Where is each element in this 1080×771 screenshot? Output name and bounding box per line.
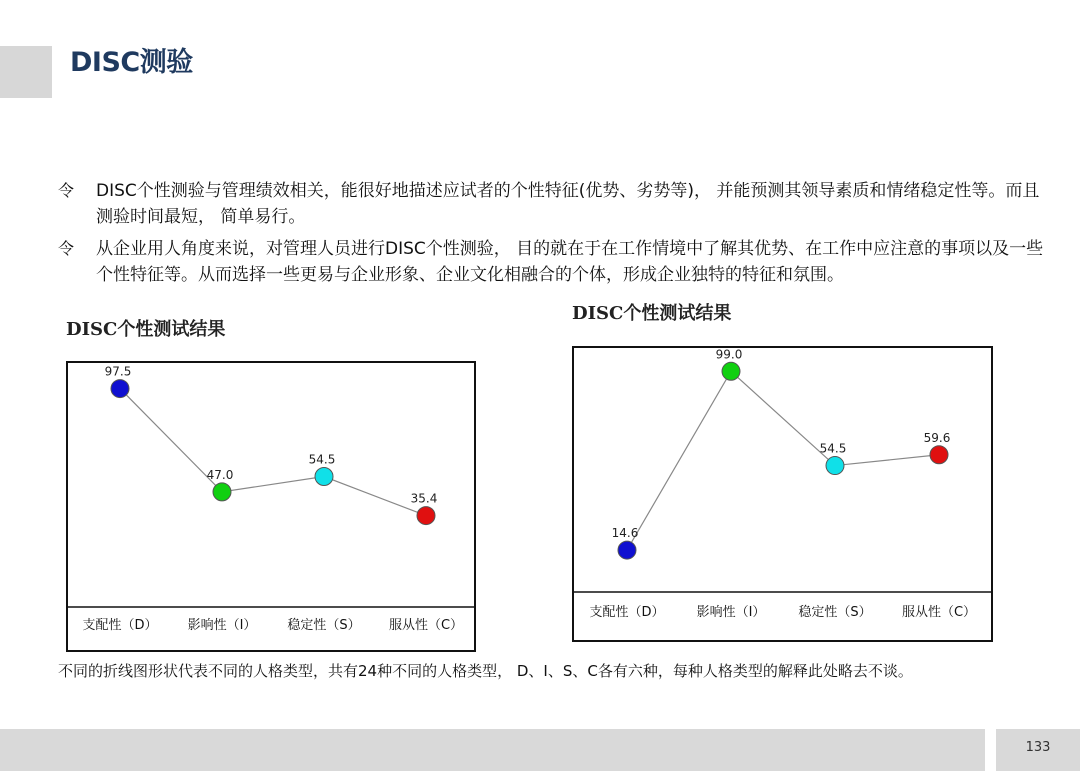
category-label: 影响性（I） [696,605,766,620]
bullet-icon: 令 [58,181,75,200]
category-label: 服从性（C） [901,605,977,620]
bullet-icon: 令 [58,239,75,258]
data-label: 54.5 [308,452,336,467]
data-point [930,446,948,464]
bullet-text: DISC个性测验与管理绩效相关，能很好地描述应试者的个性特征(优势、劣势等)， 并能预测其领导素质和情绪稳定性等。而且测验时间最短， 简单易行。 [96,181,1040,227]
page-title: DISC测验 [70,47,193,78]
data-label: 35.4 [410,491,438,506]
line-chart-left [68,363,474,650]
data-label: 97.5 [104,364,132,379]
data-point [417,507,435,525]
bullet-text: 从企业用人角度来说，对管理人员进行DISC个性测验， 目的就在于在工作情境中了解其优势、在工作中应注意的事项以及一些个性特征等。从而选择一些更易与企业形象、企业文化相融合的个体，形成企业独特的特征和氛围。 [96,239,1044,285]
chart-right [572,346,993,642]
data-label: 14.6 [611,526,639,541]
chart-title-right: DISC个性测试结果 [572,303,732,324]
data-label: 47.0 [206,467,234,482]
page-number: 133 [996,729,1080,771]
data-point [722,362,740,380]
category-label: 支配性（D） [82,618,158,633]
category-label: 稳定性（S） [287,618,361,633]
chart-left [66,361,476,652]
footnote: 不同的折线图形状代表不同的人格类型，共有24种不同的人格类型， D、I、S、C各有六种，每种人格类型的解释此处略去不谈。 [58,662,913,680]
bullet-item [58,178,1048,230]
category-label: 稳定性（S） [798,605,872,620]
data-point [618,541,636,559]
category-label: 支配性（D） [589,605,665,620]
line-chart-right [574,348,991,640]
category-label: 影响性（I） [187,618,257,633]
bullet-item [58,236,1048,288]
chart-title-left: DISC个性测试结果 [66,319,226,340]
title-marker [0,46,52,98]
series-line [627,371,939,550]
data-label: 54.5 [819,441,847,456]
data-label: 99.0 [715,348,743,362]
data-point [826,457,844,475]
category-label: 服从性（C） [388,618,464,633]
data-point [213,483,231,501]
footer-bar [0,729,985,771]
series-line [120,389,426,516]
bullet-list [58,178,1048,294]
data-point [315,468,333,486]
data-label: 59.6 [923,430,951,445]
data-point [111,380,129,398]
